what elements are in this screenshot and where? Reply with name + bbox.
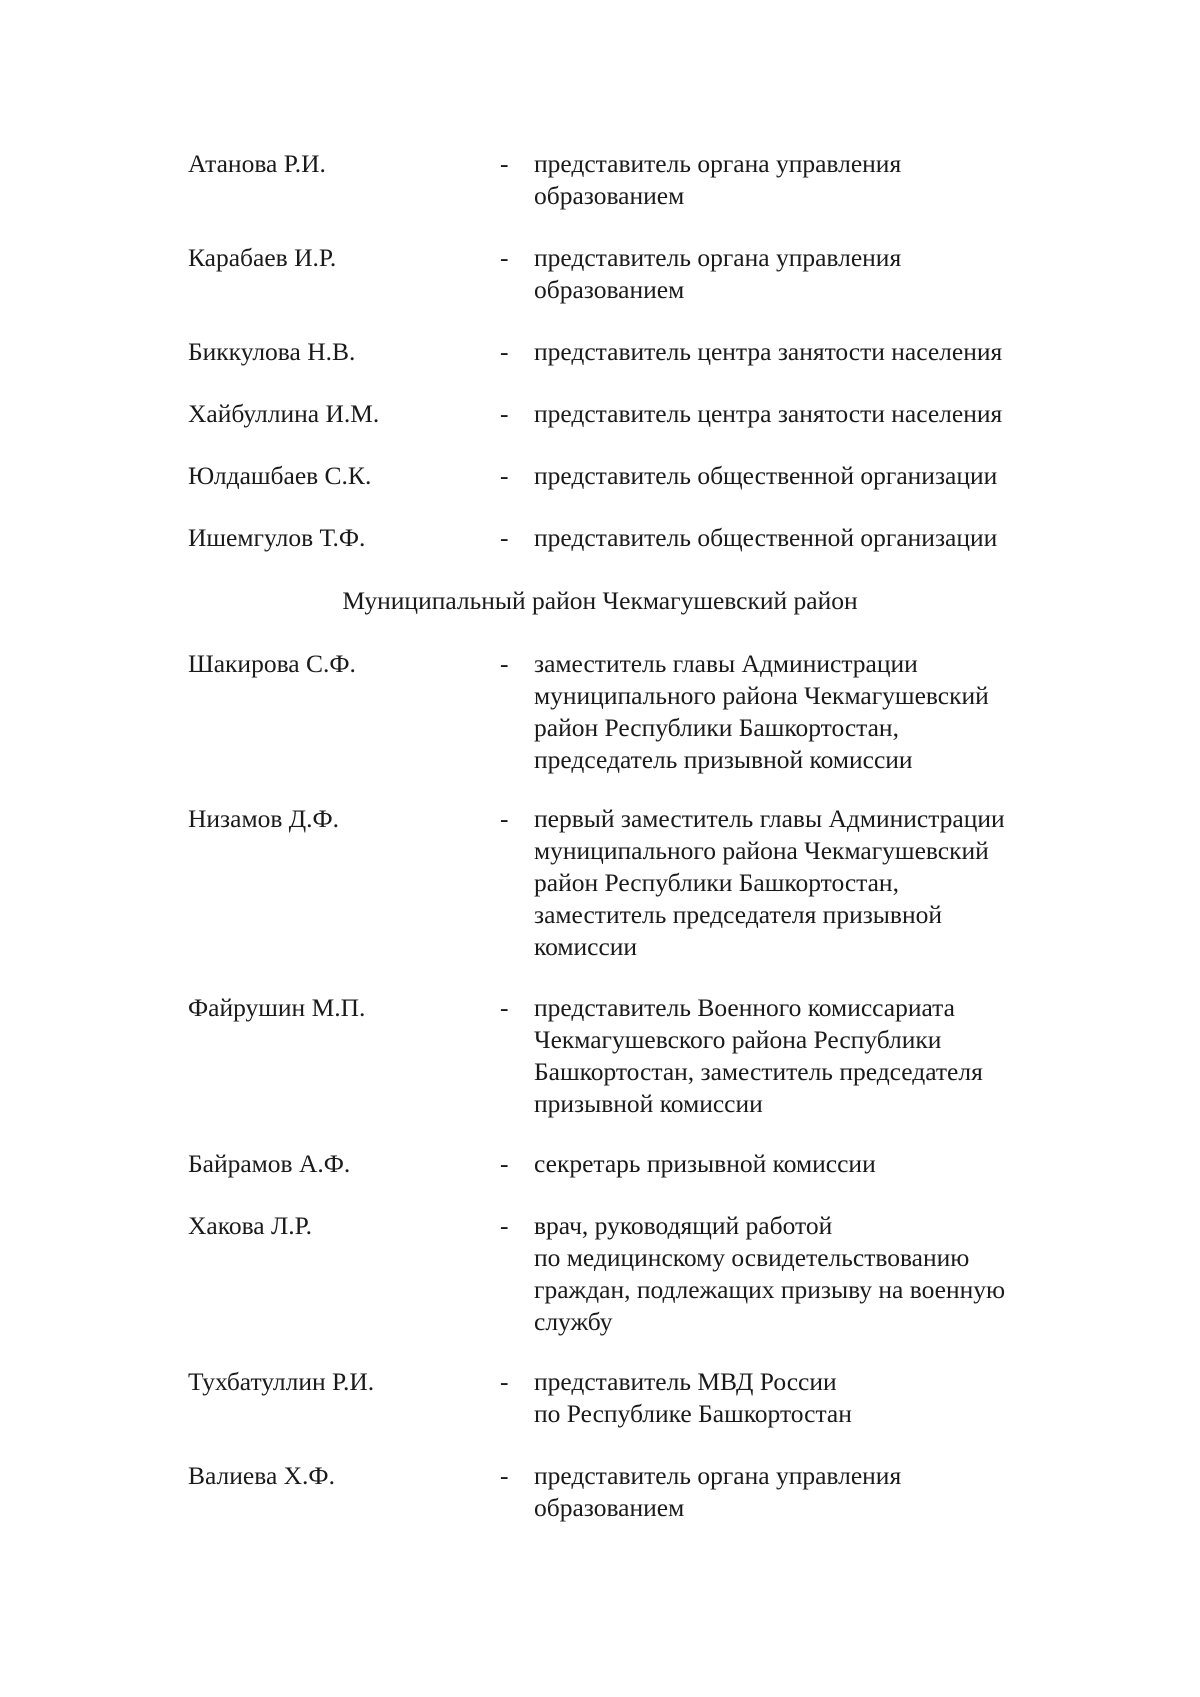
member-role <box>534 522 1094 554</box>
member-dash: - <box>500 804 509 833</box>
member-dash: - <box>500 993 509 1022</box>
member-dash: - <box>500 149 509 178</box>
member-role <box>534 1148 1094 1180</box>
member-role-line: представитель общественной организации <box>534 461 998 490</box>
member-name: Валиева Х.Ф. <box>188 1461 335 1490</box>
member-dash: - <box>500 1367 509 1396</box>
member-name: Юлдашбаев С.К. <box>188 461 372 490</box>
member-role-line: представитель органа управления <box>534 243 902 272</box>
member-role-line: образованием <box>534 1493 685 1522</box>
member-role <box>534 242 1094 306</box>
member-dash: - <box>500 1461 509 1490</box>
member-dash: - <box>500 461 509 490</box>
member-dash: - <box>500 523 509 552</box>
member-role-line: представитель общественной организации <box>534 523 998 552</box>
member-name: Шакирова С.Ф. <box>188 649 356 678</box>
member-role <box>534 1210 1094 1338</box>
member-role <box>534 1366 1094 1430</box>
member-dash: - <box>500 649 509 678</box>
district-heading: Муниципальный район Чекмагушевский район <box>342 586 858 615</box>
member-role-line: район Республики Башкортостан, <box>534 868 899 897</box>
member-role <box>534 803 1094 963</box>
member-role-line: муниципального района Чекмагушевский <box>534 836 989 865</box>
member-name: Низамов Д.Ф. <box>188 804 340 833</box>
member-name: Тухбатуллин Р.И. <box>188 1367 375 1396</box>
member-role-line: заместитель главы Администрации <box>534 649 918 678</box>
member-role-line: образованием <box>534 181 685 210</box>
member-name: Байрамов А.Ф. <box>188 1149 351 1178</box>
member-dash: - <box>500 399 509 428</box>
member-role-line: по Республике Башкортостан <box>534 1399 852 1428</box>
member-dash: - <box>500 1211 509 1240</box>
member-name: Биккулова Н.В. <box>188 337 356 366</box>
member-role <box>534 648 1094 776</box>
member-role-line: первый заместитель главы Администрации <box>534 804 1005 833</box>
member-name: Атанова Р.И. <box>188 149 326 178</box>
member-name: Хакова Л.Р. <box>188 1211 313 1240</box>
member-role-line: призывной комиссии <box>534 1089 763 1118</box>
member-role <box>534 1460 1094 1524</box>
member-role-line: муниципального района Чекмагушевский <box>534 681 989 710</box>
member-dash: - <box>500 337 509 366</box>
member-role-line: службу <box>534 1307 613 1336</box>
member-role-line: заместитель председателя призывной <box>534 900 942 929</box>
member-role-line: представитель МВД России <box>534 1367 837 1396</box>
member-role-line: комиссии <box>534 932 638 961</box>
member-role-line: врач, руководящий работой <box>534 1211 833 1240</box>
member-role-line: представитель Военного комиссариата <box>534 993 955 1022</box>
member-role <box>534 460 1094 492</box>
member-name: Файрушин М.П. <box>188 993 366 1022</box>
member-name: Хайбуллина И.М. <box>188 399 380 428</box>
member-role-line: представитель органа управления <box>534 1461 902 1490</box>
member-dash: - <box>500 243 509 272</box>
member-role-line: представитель центра занятости населения <box>534 399 1003 428</box>
member-role <box>534 398 1094 430</box>
member-name: Карабаев И.Р. <box>188 243 337 272</box>
member-role-line: граждан, подлежащих призыву на военную <box>534 1275 1006 1304</box>
member-role <box>534 336 1094 368</box>
member-dash: - <box>500 1149 509 1178</box>
member-role-line: представитель центра занятости населения <box>534 337 1003 366</box>
member-role-line: секретарь призывной комиссии <box>534 1149 876 1178</box>
member-role-line: образованием <box>534 275 685 304</box>
member-role-line: Башкортостан, заместитель председателя <box>534 1057 983 1086</box>
member-role-line: район Республики Башкортостан, <box>534 713 899 742</box>
member-role-line: Чекмагушевского района Республики <box>534 1025 942 1054</box>
member-role <box>534 992 1094 1120</box>
member-role <box>534 148 1094 212</box>
member-role-line: председатель призывной комиссии <box>534 745 913 774</box>
member-role-line: по медицинскому освидетельствованию <box>534 1243 970 1272</box>
member-role-line: представитель органа управления <box>534 149 902 178</box>
member-name: Ишемгулов Т.Ф. <box>188 523 366 552</box>
